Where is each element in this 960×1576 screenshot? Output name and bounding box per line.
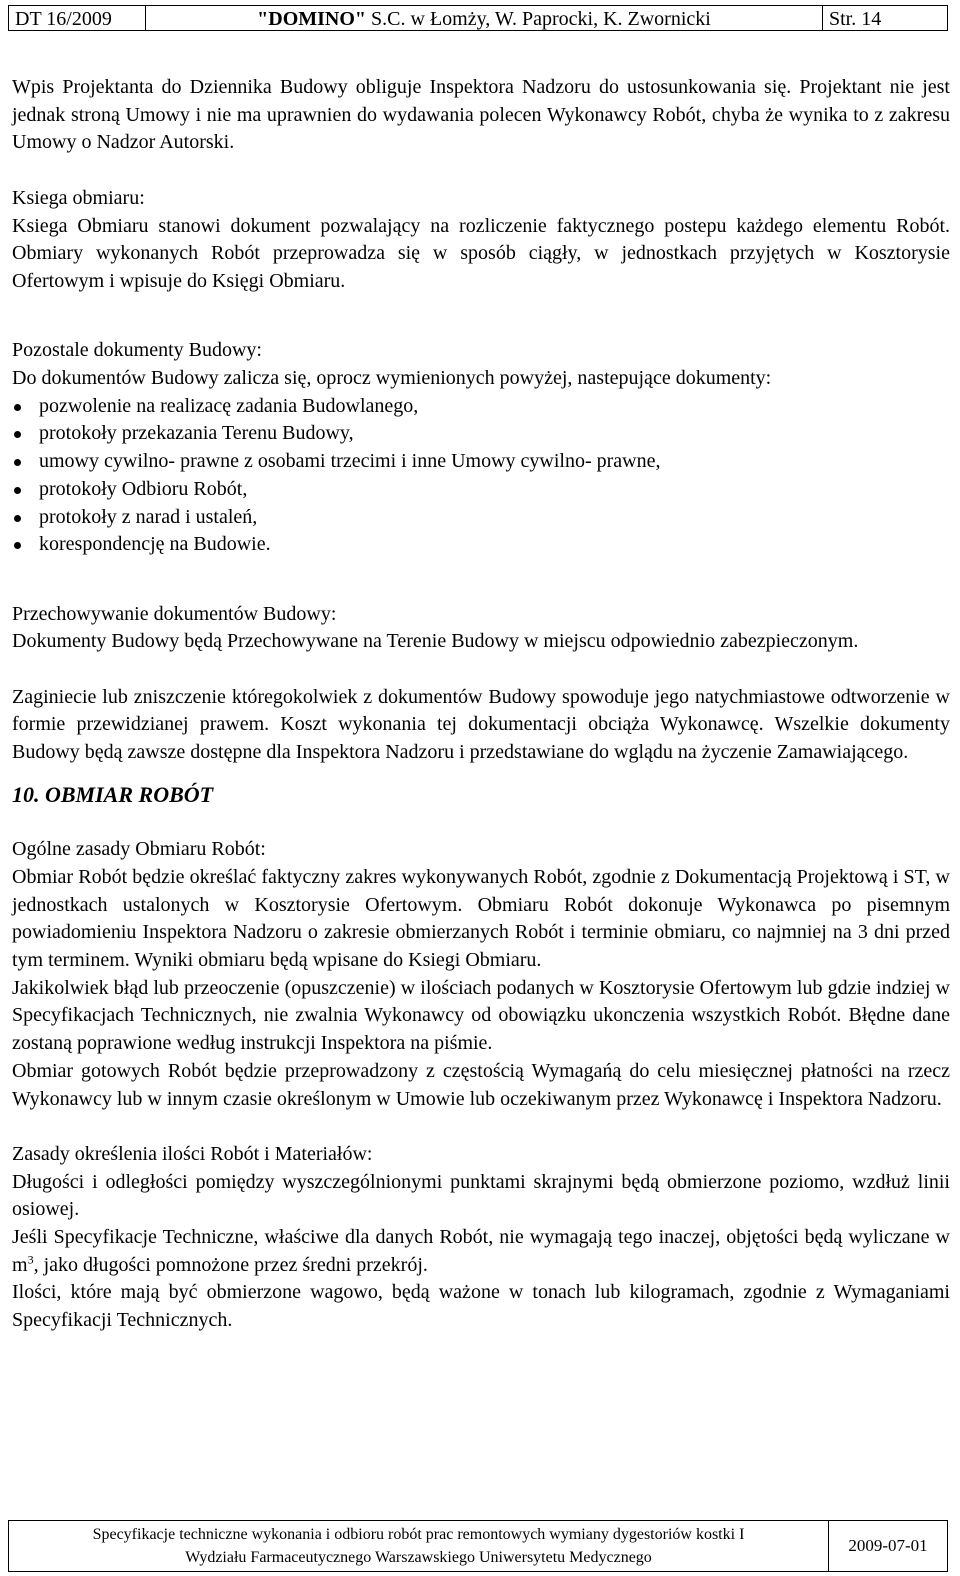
heading-pozostale-dokumenty: Pozostale dokumenty Budowy: — [12, 339, 262, 362]
company-name-rest: S.C. w Łomży, W. Paprocki, K. Zwornicki — [366, 8, 711, 30]
footer-date: 2009-07-01 — [848, 1536, 928, 1555]
paragraph-ogolne-3: Obmiar gotowych Robót będzie przeprowadzony z częstością Wymagańą do celu miesięcznej płatności na rzecz Wykonawcy lub w innym czasie określonym w Umowie lub oczekiwanym przez Wykonawcę i Inspektora Nadzoru. — [12, 1059, 950, 1110]
list-item: protokoły przekazania Terenu Budowy, — [12, 420, 950, 448]
company-quoted-name: "DOMINO" — [257, 8, 367, 30]
footer-line-1: Specyfikacje techniczne wykonania i odbioru robót prac remontowych wymiany dygestoriów kostki I — [92, 1526, 745, 1543]
page-header — [8, 5, 948, 31]
paragraph-zaginiecie: Zaginiecie lub zniszczenie któregokolwiek z dokumentów Budowy spowoduje jego natychmiastowe odtworzenie w formie przewidzianej prawem. Koszt wykonania tej dokumentacji obciąża Wykonawcę. Wszelkie dokumenty Budowy będą zawsze dostępne dla Inspektora Nadzoru i przedstawiane do wglądu na życzenie Zamawiającego. — [12, 685, 950, 764]
paragraph-zasady-2: Jeśli Specyfikacje Techniczne, właściwe dla danych Robót, nie wymagają tego inaczej, objętości będą wyliczane w $m^3$, jako długości pomnożone przez średni przekrój. — [12, 1226, 950, 1276]
paragraph-przechowywanie: Dokumenty Budowy będą Przechowywane na Terenie Budowy w miejscu odpowiednio zabezpieczonym. — [12, 630, 859, 653]
documents-list — [12, 393, 950, 559]
list-item: protokoły z narad i ustaleń, — [12, 504, 950, 532]
page-number: Str. 14 — [829, 8, 882, 30]
paragraph-zasady-3: Ilości, które mają być obmierzone wagowo, będą ważone w tonach lub kilogramach, zgodnie z Wymaganiami Specyfikacji Technicznych. — [12, 1281, 950, 1332]
bullet-icon — [14, 404, 21, 411]
page-footer — [8, 1520, 948, 1572]
bullet-icon — [14, 431, 21, 438]
footer-title — [9, 1521, 829, 1571]
bullet-icon — [14, 487, 21, 494]
paragraph-ksiega-obmiaru: Ksiega Obmiaru stanowi dokument pozwalający na rozliczenie faktycznego postepu każdego elementu Robót. Obmiary wykonanych Robót przeprowadza się w sposób ciągły, w jednostkach przyjętych w Kosztorysie Ofertowym i wpisuje do Księgi Obmiaru. — [12, 214, 950, 292]
footer-line-2: Wydziału Farmaceutycznego Warszawskiego Uniwersytetu Medycznego — [185, 1549, 652, 1566]
paragraph-ogolne-2: Jakikolwiek błąd lub przeoczenie (opuszczenie) w ilościach podanych w Kosztorysie Ofertowym lub gdzie indziej w Specyfikacjach Technicznych, nie zwalnia Wykonawcy od obowiązku ukonczenia wszystkich Robót. Błędne dane zostaną poprawione według instrukcji Inspektora na piśmie. — [12, 976, 950, 1055]
bullet-icon — [14, 515, 21, 522]
list-item: umowy cywilno- prawne z osobami trzecimi i inne Umowy cywilno- prawne, — [12, 448, 950, 476]
heading-ogolne-zasady: Ogólne zasady Obmiaru Robót: — [12, 838, 266, 861]
heading-przechowywanie: Przechowywanie dokumentów Budowy: — [12, 602, 337, 625]
paragraph-ogolne-1: Obmiar Robót będzie określać faktyczny zakres wykonywanych Robót, zgodnie z Dokumentacją Projektową i ST, w jednostkach ustalonych w Kosztorysie Ofertowym. Obmiaru Robót dokonuje Wykonawca po pisemnym powiadomieniu Inspektora Nadzoru o zakresie obmierzanych Robót i terminie obmiaru, co najmniej na 3 dni przed tym terminem. Wyniki obmiaru będą wpisane do Ksiegi Obmiaru. — [12, 865, 950, 972]
document-code: DT 16/2009 — [9, 6, 146, 30]
list-item: pozwolenie na realizacę zadania Budowlanego, — [12, 393, 950, 421]
paragraph-pozostale-intro: Do dokumentów Budowy zalicza się, oprocz wymienionych powyżej, nastepujące dokumenty: — [12, 367, 772, 389]
list-item: protokoły Odbioru Robót, — [12, 476, 950, 504]
bullet-icon — [14, 542, 21, 549]
paragraph-projektant: Wpis Projektanta do Dziennika Budowy obliguje Inspektora Nadzoru do ustosunkowania się. Projektant nie jest jednak stroną Umowy i nie ma uprawnien do wydawania polecen Wykonawcy Robót, chyba że wynika to z zakresu Umowy o Nadzor Autorski. — [12, 76, 950, 154]
heading-ksiega-obmiaru: Ksiega obmiaru: — [12, 186, 145, 209]
section-title-obmiar-robot: 10. OBMIAR ROBÓT — [12, 781, 214, 807]
bullet-icon — [14, 459, 21, 466]
paragraph-zasady-1: Długości i odległości pomiędzy wyszczególnionymi punktami skrajnymi będą obmierzone poziomo, wzdłuż linii osiowej. — [12, 1170, 950, 1221]
list-item: korespondencję na Budowie. — [12, 531, 950, 559]
document-body — [12, 74, 950, 1335]
company-name — [146, 6, 823, 30]
heading-zasady-okreslenia: Zasady określenia ilości Robót i Materiałów: — [12, 1142, 373, 1165]
